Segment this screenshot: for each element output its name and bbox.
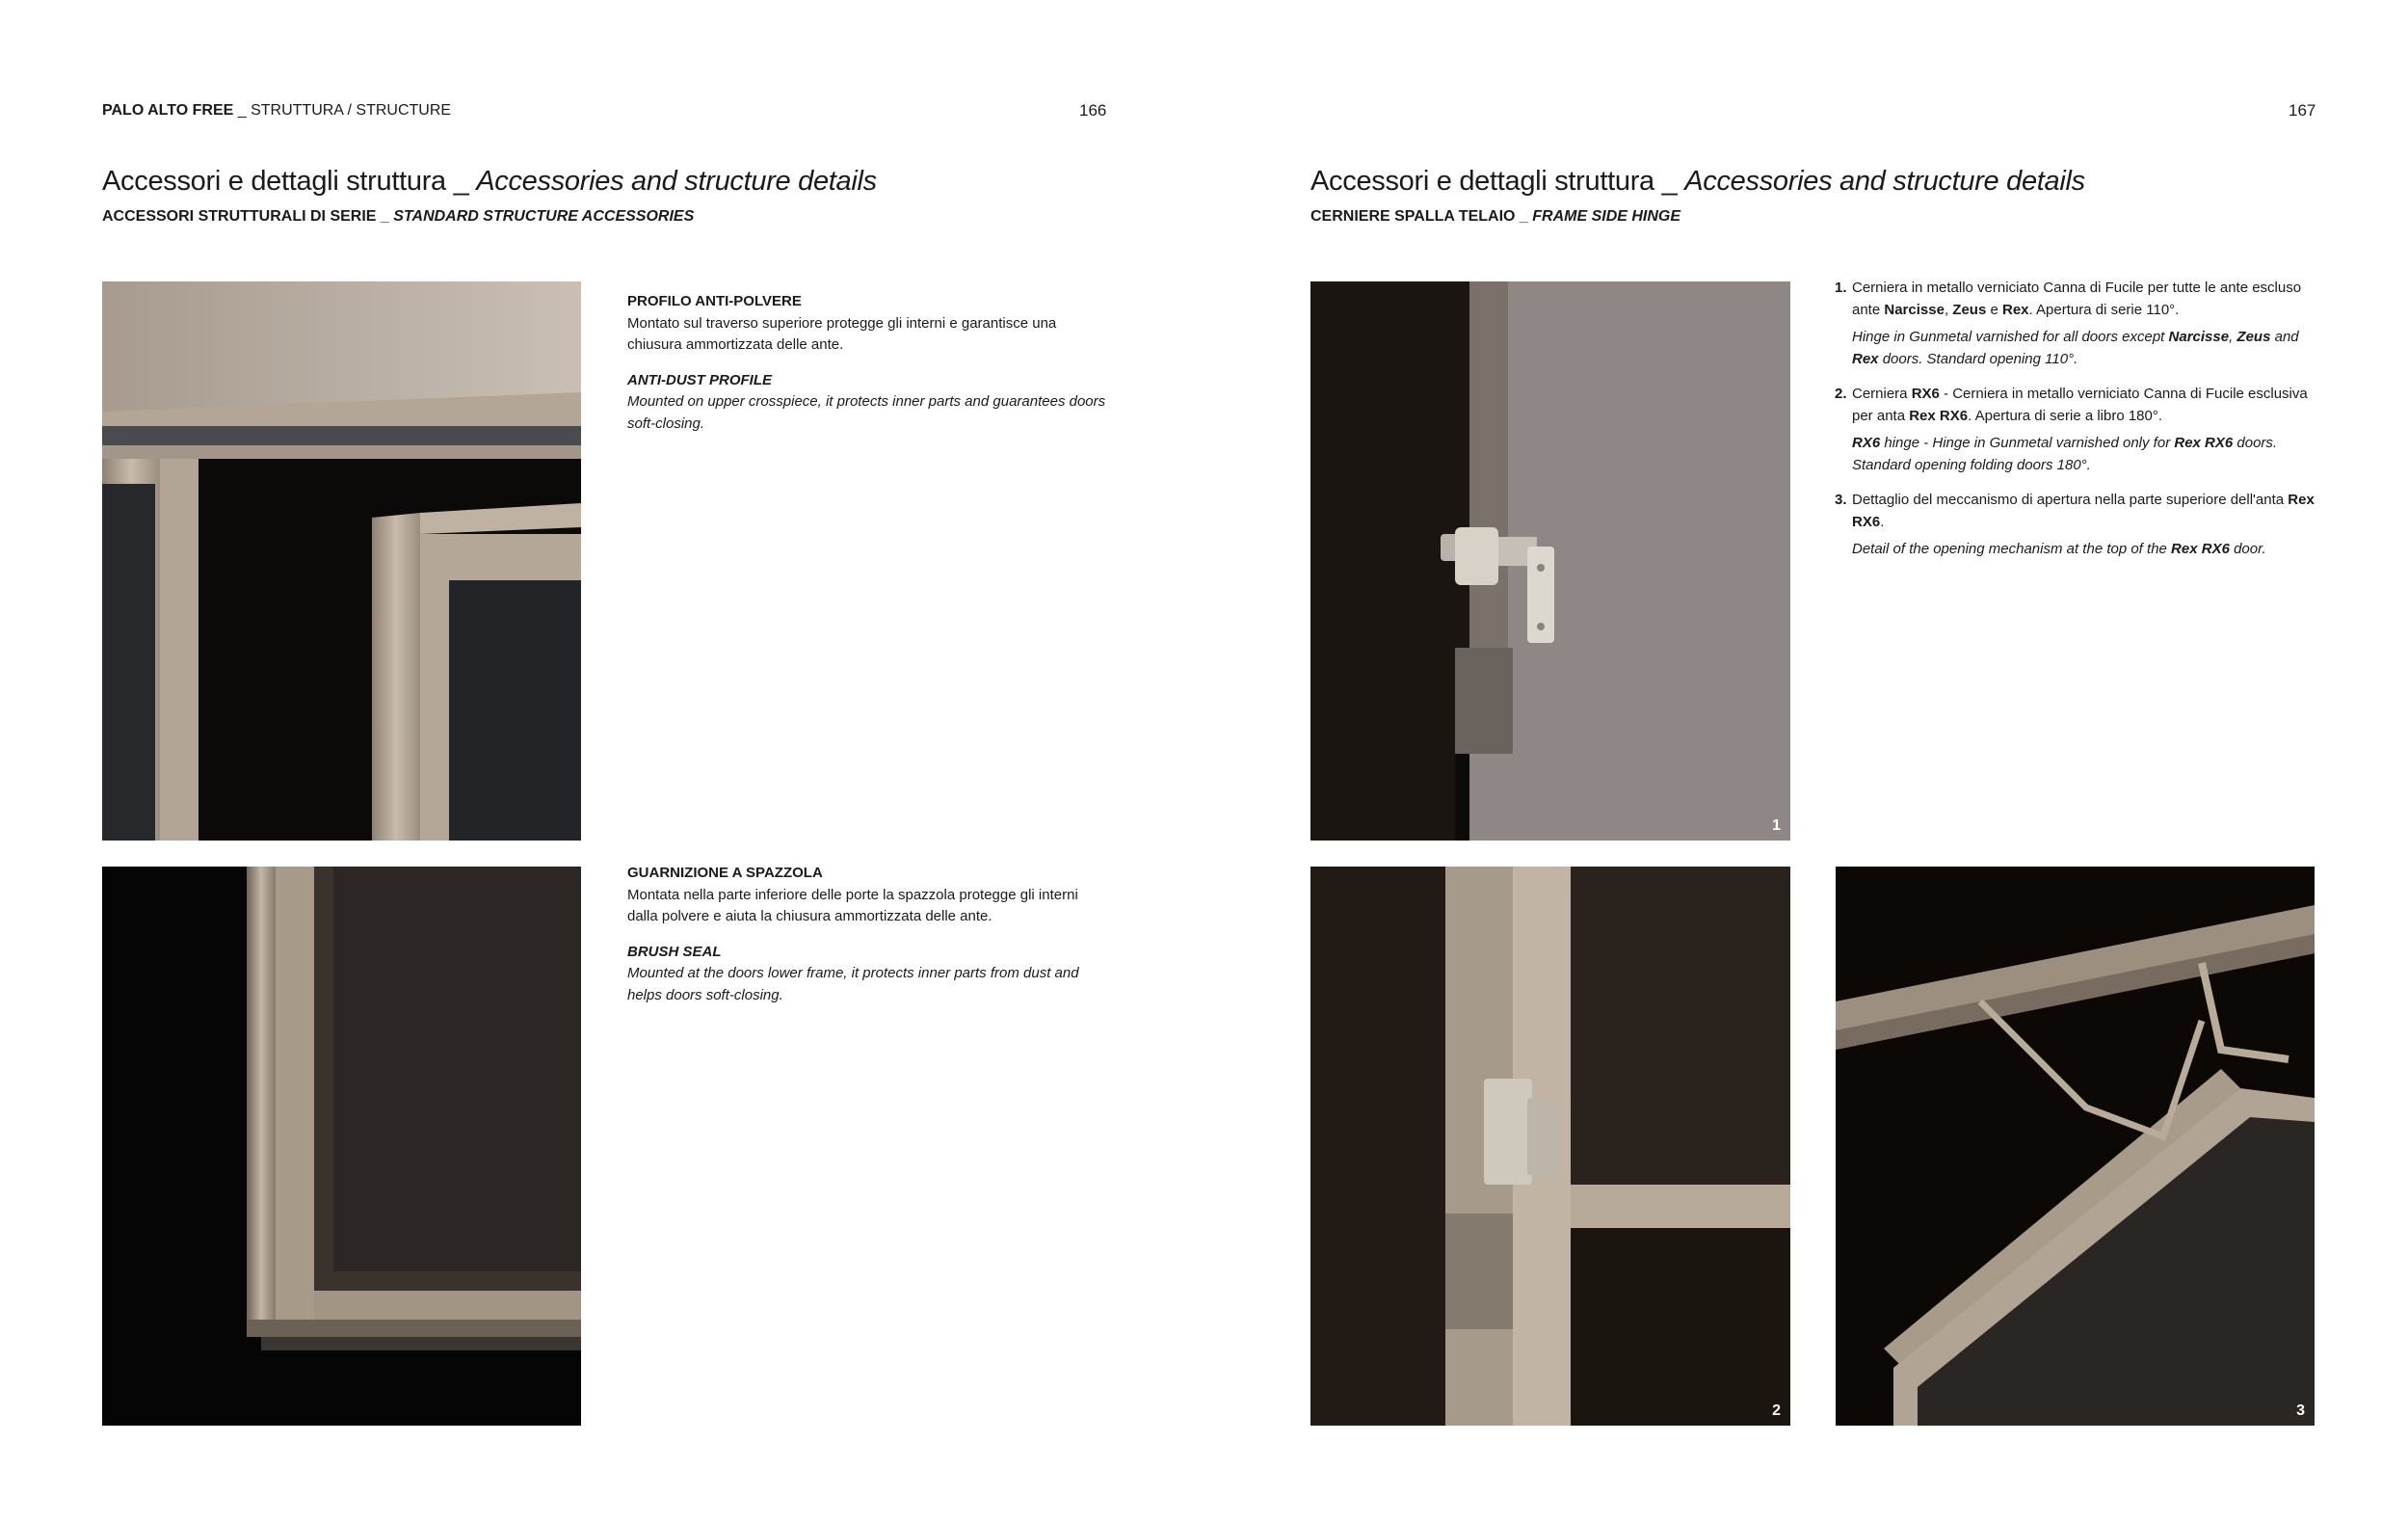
item-text-it: Cerniera RX6 - Cerniera in metallo verniciato Canna di Fucile esclusiva per anta Rex RX6. Apertura di serie a libro 180°. [1852,386,2308,424]
list-item [1835,278,2316,370]
page-title-left [102,166,877,198]
heading-it: PROFILO ANTI-POLVERE [627,293,802,309]
list-item [1835,384,2316,476]
page-title-right [1310,166,2085,198]
item-number: 3. [1835,492,1847,508]
photo-label-1: 1 [1772,817,1781,834]
body-en: Mounted at the doors lower frame, it protects inner parts from dust and helps doors soft-closing. [627,965,1079,1003]
heading-it: GUARNIZIONE A SPAZZOLA [627,865,823,881]
section-name: _ STRUTTURA / STRUCTURE [233,102,452,119]
photo-brush-seal [102,867,581,1426]
text-block-brush-seal [627,863,1109,1006]
item-text-en: Detail of the opening mechanism at the top of the Rex RX6 door. [1852,541,2266,557]
item-text-en: RX6 hinge - Hinge in Gunmetal varnished only for Rex RX6 doors. Standard opening folding doors 180°. [1852,435,2278,473]
hinge-details-list [1835,278,2316,574]
subtitle-en: FRAME SIDE HINGE [1532,208,1681,225]
photo-anti-dust-profile [102,281,581,841]
photo-label-3: 3 [2296,1402,2305,1419]
heading-en: BRUSH SEAL [627,943,722,960]
item-number: 1. [1835,280,1847,296]
title-it: Accessori e dettagli struttura _ [102,166,477,197]
text-block-anti-dust [627,291,1109,435]
body-it: Montata nella parte inferiore delle porte la spazzola protegge gli interni dalla polvere e aiuta la chiusura ammortizzata delle ante. [627,886,1078,924]
subtitle-it: ACCESSORI STRUTTURALI DI SERIE _ [102,208,394,225]
photo-hinge-2 [1310,867,1790,1426]
photo-hinge-1 [1310,281,1790,841]
item-text-it: Cerniera in metallo verniciato Canna di Fucile per tutte le ante escluso ante Narcisse, Zeus e Rex. Apertura di serie 110°. [1852,280,2302,318]
page-subtitle-left [102,208,694,226]
body-en: Mounted on upper crosspiece, it protects inner parts and guarantees doors soft-closing. [627,393,1106,432]
item-text-it: Dettaglio del meccanismo di apertura nella parte superiore dell'anta Rex RX6. [1852,492,2315,530]
body-it: Montato sul traverso superiore protegge gli interni e garantisce una chiusura ammortizzata delle ante. [627,314,1057,353]
subtitle-it: CERNIERE SPALLA TELAIO _ [1310,208,1533,225]
subtitle-en: STANDARD STRUCTURE ACCESSORIES [393,208,695,225]
title-en: Accessories and structure details [1684,166,2085,197]
brand-name: PALO ALTO FREE [102,102,234,119]
item-text-en: Hinge in Gunmetal varnished for all doors except Narcisse, Zeus and Rex doors. Standard opening 110°. [1852,329,2299,367]
list-item [1835,490,2316,561]
item-number: 2. [1835,386,1847,402]
heading-en: ANTI-DUST PROFILE [627,371,772,388]
page-number-left: 166 [1079,101,1107,120]
running-header [102,102,451,120]
photo-label-2: 2 [1772,1402,1781,1419]
photo-mechanism-3 [1836,867,2315,1426]
title-it: Accessori e dettagli struttura _ [1310,166,1685,197]
page-number-right: 167 [2289,101,2316,120]
title-en: Accessories and structure details [476,166,877,197]
page-subtitle-right [1310,208,1680,226]
